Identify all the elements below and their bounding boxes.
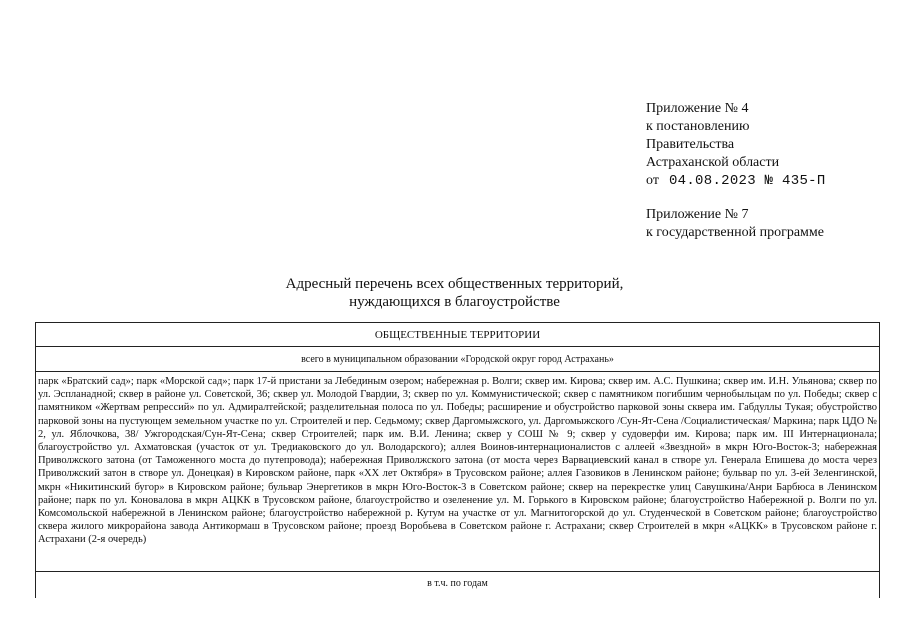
appendix-7-line: Приложение № 7	[646, 207, 749, 222]
table-total-row: всего в муниципальном образовании «Городской округ город Астрахань»	[36, 347, 879, 372]
appendix-4-block	[646, 100, 826, 190]
appendix-7-line: к государственной программе	[646, 225, 824, 240]
appendix-7-block	[646, 206, 824, 242]
decree-date-line	[646, 172, 826, 190]
decree-date-number: 04.08.2023 № 435-П	[668, 173, 826, 189]
appendix-4-line: Астраханской области	[646, 155, 780, 170]
document-title-line-1: Адресный перечень всех общественных территорий,	[285, 276, 624, 292]
document-title-line-2: нуждающихся в благоустройстве	[349, 294, 560, 310]
document-title	[0, 275, 909, 311]
territories-table	[35, 322, 880, 598]
table-header: ОБЩЕСТВЕННЫЕ ТЕРРИТОРИИ	[36, 323, 879, 347]
appendix-4-line: к постановлению	[646, 119, 750, 134]
appendix-4-line: Приложение № 4	[646, 101, 749, 116]
table-years-row: в т.ч. по годам	[427, 578, 488, 589]
territories-list-cell: парк «Братский сад»; парк «Морской сад»; парк 17-й пристани за Лебединым озером; набережная р. Волги; сквер им. Кирова; сквер им. А.С. Пушкина; сквер им. И.Н. Ульянова; сквер по ул. Эспланадной; сквер в районе ул. Советской, 36; сквер ул. Молодой Гвардии, 3; сквер по ул. Коммунистической; сквер с памятником погибшим чернобыльцам по ул. Победы; сквер с памятником «Жертвам репрессий» по ул. Адмиралтейской; разделительная полоса по ул. Победы; расширение и обустройство парковой зоны сквера им. Габдуллы Тукая; обустройство парковой зоны на пустующем земельном участке по ул. Строителей и пер. Седьмому; сквер Даргомыжского, ул. Даргомыжского /Сун-Ят-Сена /Социалистическая/ Маркина; парк ЦДО № 2, ул. Яблочкова, 38/ Ужгородская/Сун-Ят-Сена; сквер Строителей; парк им. В.И. Ленина; сквер у СОШ № 9; сквер у судоверфи им. Кирова; парк им. III Интернационала; благоустройство ул. Ахматовская (участок от ул. Тредиаковского до ул. Володарского); аллея Воинов-интернационалистов с аллеей «Звездной» в мкрн Юго-Восток-3; набережная Приволжского затона (от Таможенного моста до путепровода); набережная Приволжского затона (от моста через Варвациевский канал в створе ул. Генерала Епишева до моста через Приволжский затон в створе ул. Донецкая) в Кировском районе, парк «ХХ лет Октября» в Трусовском районе; аллея Газовиков в Ленинском районе; бульвар по ул. 3-ей Зеленгинской, мкрн «Никитинский бугор» в Кировском районе; бульвар Энергетиков в мкрн Юго-Восток-3 в Советском районе; сквер на перекрестке улиц Савушкина/Анри Барбюса в Ленинском районе; парк по ул. Коновалова в мкрн АЦКК в Трусовском районе, благоустройство и озеленение ул. М. Горького в Кировском районе; благоустройство Набережной р. Волги по ул. Комсомольской набережной в Ленинском районе; благоустройство набережной р. Кутум на участке от ул. Магнитогорской до ул. Студенческой в Советском районе; благоустройство сквера жилого микрорайона завода Антикормаш в Трусовском районе; проезд Воробьева в Советском районе г. Астрахани; сквер Строителей в мкрн «АЦКК» в Трусовском районе г. Астрахани (2-я очередь)	[36, 372, 879, 572]
appendix-4-line: Правительства	[646, 137, 735, 152]
date-prefix: от	[646, 173, 659, 188]
